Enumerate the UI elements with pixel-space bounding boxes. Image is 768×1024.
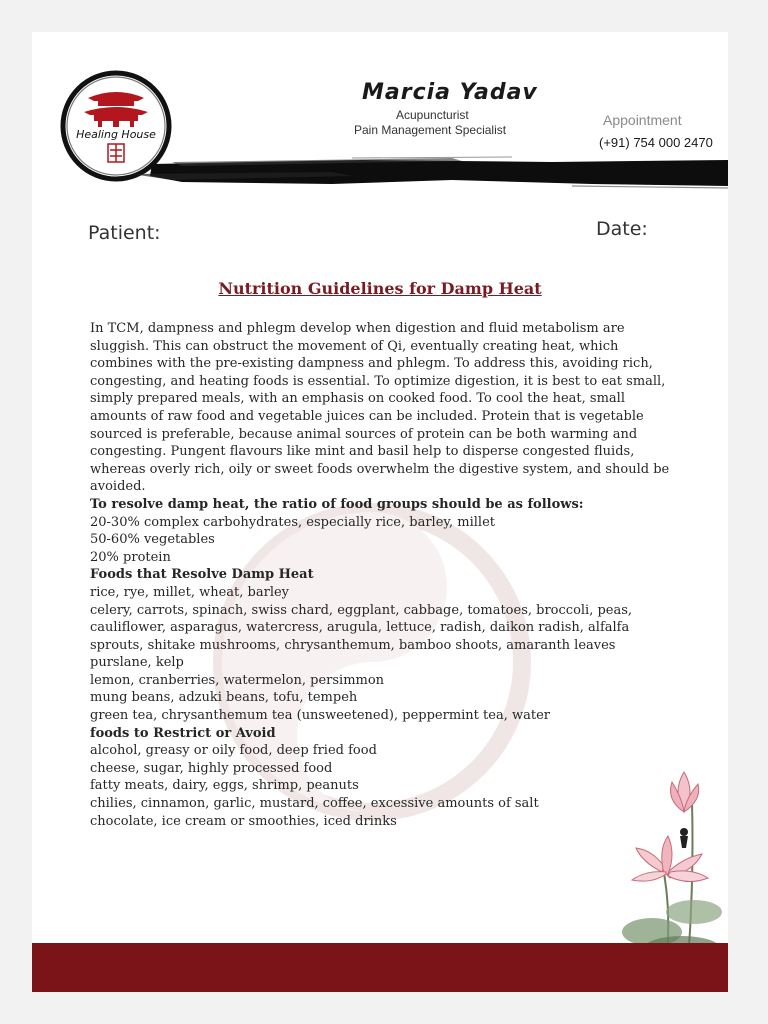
- letterhead-page: [32, 32, 728, 992]
- resolve-item: lemon, cranberries, watermelon, persimmon: [90, 672, 385, 688]
- intro-paragraph: In TCM, dampness and phlegm develop when digestion and fluid metabolism are sluggish. This can obstruct the movement of Qi, eventually creating heat, which combines with the pre-existing dampness and phlegm. To address this, avoiding rich, congesting, and heating foods is essential. To optimize digestion, it is best to eat small, simply prepared meals, with an emphasis on cooked food. To cool the heat, small amounts of raw food and vegetable juices can be included. Protein that is vegetable sourced is preferable, because animal sources of protein can be both warming and congesting. Pungent flavours like mint and basil help to disperse congested fluids, whereas overly rich, oily or sweet foods overwhelm the digestive system, and should be avoided.: [90, 321, 670, 495]
- practitioner-name: Marcia Yadav: [362, 80, 538, 105]
- appointment-label: Appointment: [603, 112, 682, 128]
- appointment-phone[interactable]: (+91) 754 000 2470: [599, 135, 713, 150]
- restrict-item: chilies, cinnamon, garlic, mustard, coffee, excessive amounts of salt: [90, 796, 539, 812]
- restrict-item: alcohol, greasy or oily food, deep fried food: [90, 743, 377, 759]
- ratio-item: 50-60% vegetables: [90, 532, 215, 548]
- practitioner-role-acupuncturist: Acupuncturist: [396, 108, 469, 122]
- restrict-item: chocolate, ice cream or smoothies, iced drinks: [90, 813, 397, 829]
- ratio-heading: To resolve damp heat, the ratio of food groups should be as follows:: [90, 496, 584, 512]
- practitioner-role-pain-management: Pain Management Specialist: [354, 123, 507, 137]
- lotus-illustration-icon: [622, 762, 728, 972]
- document-title: Nutrition Guidelines for Damp Heat: [218, 279, 542, 298]
- resolve-heading: Foods that Resolve Damp Heat: [90, 567, 314, 583]
- resolve-item: rice, rye, millet, wheat, barley: [90, 584, 290, 600]
- patient-label: Patient:: [88, 222, 161, 244]
- resolve-item: celery, carrots, spinach, swiss chard, eggplant, cabbage, tomatoes, broccoli, peas, cauliflower, asparagus, watercress, arugula, lettuce, radish, daikon radish, alfalfa sprouts, shitake mushrooms, chrysanthemum, bamboo shoots, amaranth leaves purslane, kelp: [90, 602, 633, 671]
- ratio-item: 20-30% complex carbohydrates, especially rice, barley, millet: [90, 514, 495, 530]
- restrict-item: cheese, sugar, highly processed food: [90, 760, 333, 776]
- resolve-item: mung beans, adzuki beans, tofu, tempeh: [90, 690, 358, 706]
- resolve-item: green tea, chrysanthemum tea (unsweetened), peppermint tea, water: [90, 708, 550, 724]
- brush-stroke-icon: [32, 150, 728, 194]
- ratio-item: 20% protein: [90, 549, 171, 565]
- date-label: Date:: [596, 218, 648, 240]
- document-body: [90, 320, 670, 830]
- restrict-item: fatty meats, dairy, eggs, shrimp, peanuts: [90, 778, 359, 794]
- footer-band: [32, 943, 728, 992]
- logo-text: Healing House: [76, 128, 156, 141]
- restrict-heading: foods to Restrict or Avoid: [90, 725, 276, 741]
